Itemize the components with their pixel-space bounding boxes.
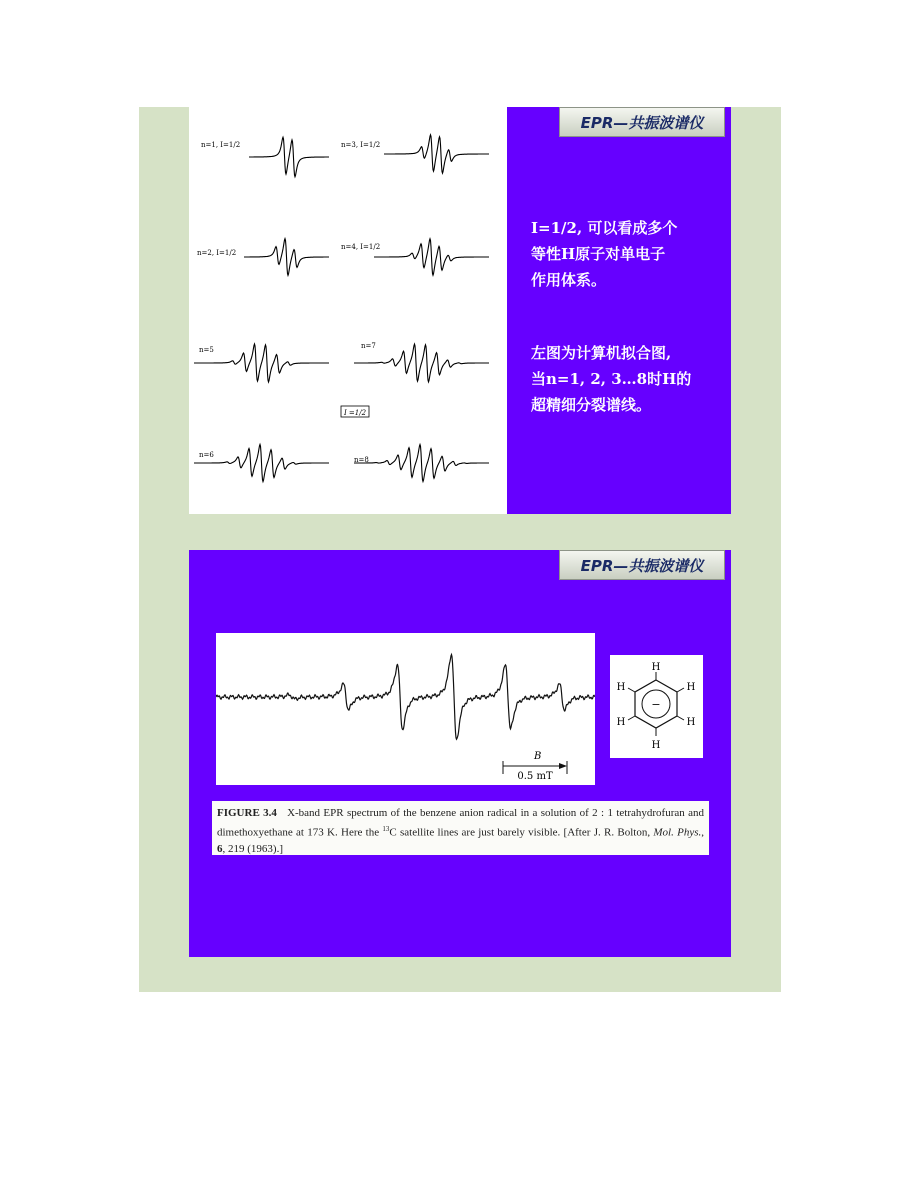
slide-benzene-spectrum [189,550,731,957]
spectrum-figure [216,633,595,785]
simulated-spectra-panel [189,107,507,514]
slide-hyperfine-simulation [189,107,731,514]
spectrum-label-n3: n=3, I=1/2 [341,141,381,149]
field-label: B [534,751,542,762]
spectrum-label-n2: n=2, I=1/2 [197,249,237,257]
anion-charge: − [651,698,661,711]
spectrum-label-n7: n=7 [361,342,376,350]
spectrum-trace [216,655,595,740]
spectrum-trace-n6 [194,444,329,481]
spectrum-trace-n4 [374,239,489,275]
h-atom: H [686,682,696,693]
spectrum-label-n5: n=5 [199,346,214,354]
caption-figure-number: FIGURE 3.4 [217,807,277,819]
spectrum-label-n4: n=4, I=1/2 [341,243,381,251]
h-atom: H [651,662,661,673]
spectrum-trace-n5 [194,344,329,382]
spectrum-trace-n3 [384,135,489,173]
benzene-structure [610,655,703,758]
arrow-head-icon [559,763,567,769]
h-atom: H [651,740,661,751]
h-atom: H [686,717,696,728]
page-background [139,107,781,992]
h-atom: H [616,682,626,693]
caption-volume: 6 [217,842,223,855]
spectrum-trace-n2 [244,239,329,276]
spectrum-trace-n8 [354,445,489,482]
spectrum-label-n6: n=6 [199,451,214,459]
explanation-text-1: I=1/2, 可以看成多个 等性H原子对单电子 作用体系。 [531,219,678,289]
benzene-ring-icon [610,655,703,758]
figure-caption [212,801,709,855]
caption-text: C satellite lines are just barely visible. [After J. R. Bolton, [389,826,654,839]
caption-journal: Mol. Phys. [653,826,702,839]
spin-box [341,406,369,417]
h-atom: H [616,717,626,728]
caption-text: , 219 (1963).] [222,842,283,855]
spectrum-label-n8: n=8 [354,456,369,464]
caption-isotope: 13 [382,825,390,833]
benzene-epr-spectrum [216,633,595,785]
explanation-text-2: 左图为计算机拟合图, 当n=1, 2, 3…8时H的 超精细分裂谱线。 [531,344,692,414]
scale-label: 0.5 mT [517,771,553,782]
slide-header: EPR—共振波谱仪 [559,107,725,137]
caption-text: , [701,826,704,839]
spin-label: I =1/2 [343,409,367,417]
slide-header: EPR—共振波谱仪 [559,550,725,580]
spectrum-label-n1: n=1, I=1/2 [201,141,241,149]
caption-text: X-band EPR spectrum of the benzene anion radical in a solution of 2 : 1 tetrahydrofuran and dimethoxyethane at 173 K. Here the [217,807,705,839]
simulated-spectra-figure [189,107,507,514]
spectrum-trace-n1 [249,137,329,177]
